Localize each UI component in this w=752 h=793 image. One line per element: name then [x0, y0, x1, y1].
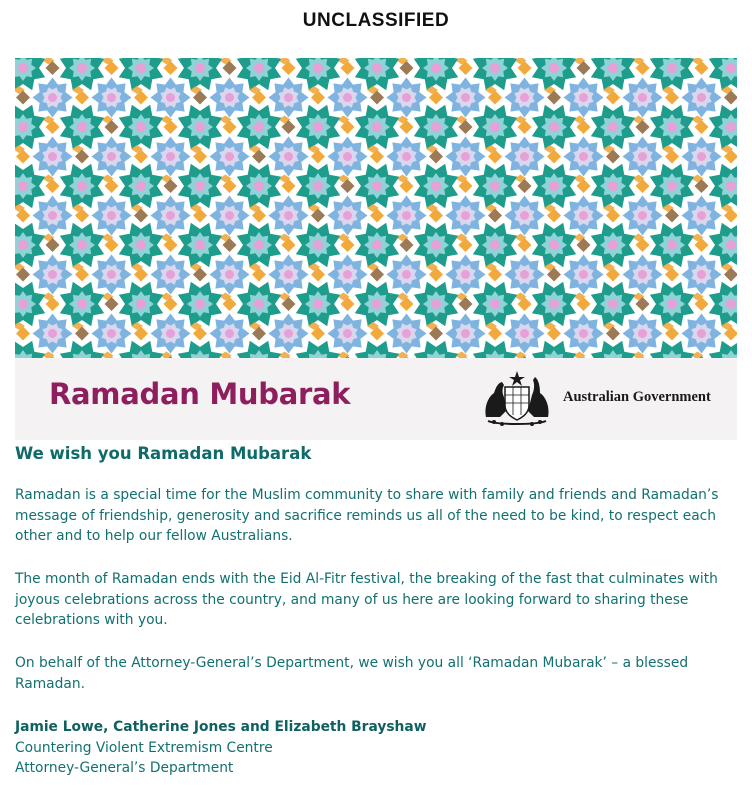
coat-of-arms-icon	[478, 367, 556, 427]
islamic-geometric-pattern	[15, 58, 737, 358]
message-paragraph-3: On behalf of the Attorney-General’s Department, we wish you all ‘Ramadan Mubarak’ – a blessed Ramadan.	[15, 655, 689, 692]
signature-block	[15, 717, 737, 779]
government-name: Australian Government	[563, 389, 711, 405]
message-body	[15, 443, 737, 776]
ramadan-banner	[15, 58, 737, 440]
banner-footer	[15, 358, 737, 440]
signatory-names: Jamie Lowe, Catherine Jones and Elizabeth Brayshaw	[15, 719, 427, 735]
banner-greeting-title: Ramadan Mubarak	[49, 377, 351, 411]
message-paragraph-1: Ramadan is a special time for the Muslim community to share with family and friends and Ramadan’s message of friendship, generosity and sacrifice reminds us all of the need to be kind, to respect each other and to help our fellow Australians.	[15, 487, 719, 544]
signatory-unit: Countering Violent Extremism Centre	[15, 739, 273, 756]
message-heading: We wish you Ramadan Mubarak	[15, 444, 312, 463]
australian-government-logo	[478, 367, 728, 427]
classification-marking: UNCLASSIFIED	[302, 10, 450, 31]
signatory-department: Attorney-General’s Department	[15, 760, 234, 776]
message-paragraph-2: The month of Ramadan ends with the Eid Al-Fitr festival, the breaking of the fast that culminates with joyous celebrations across the country, and many of us here are looking forward to sharing these celebrations with you.	[15, 571, 718, 628]
